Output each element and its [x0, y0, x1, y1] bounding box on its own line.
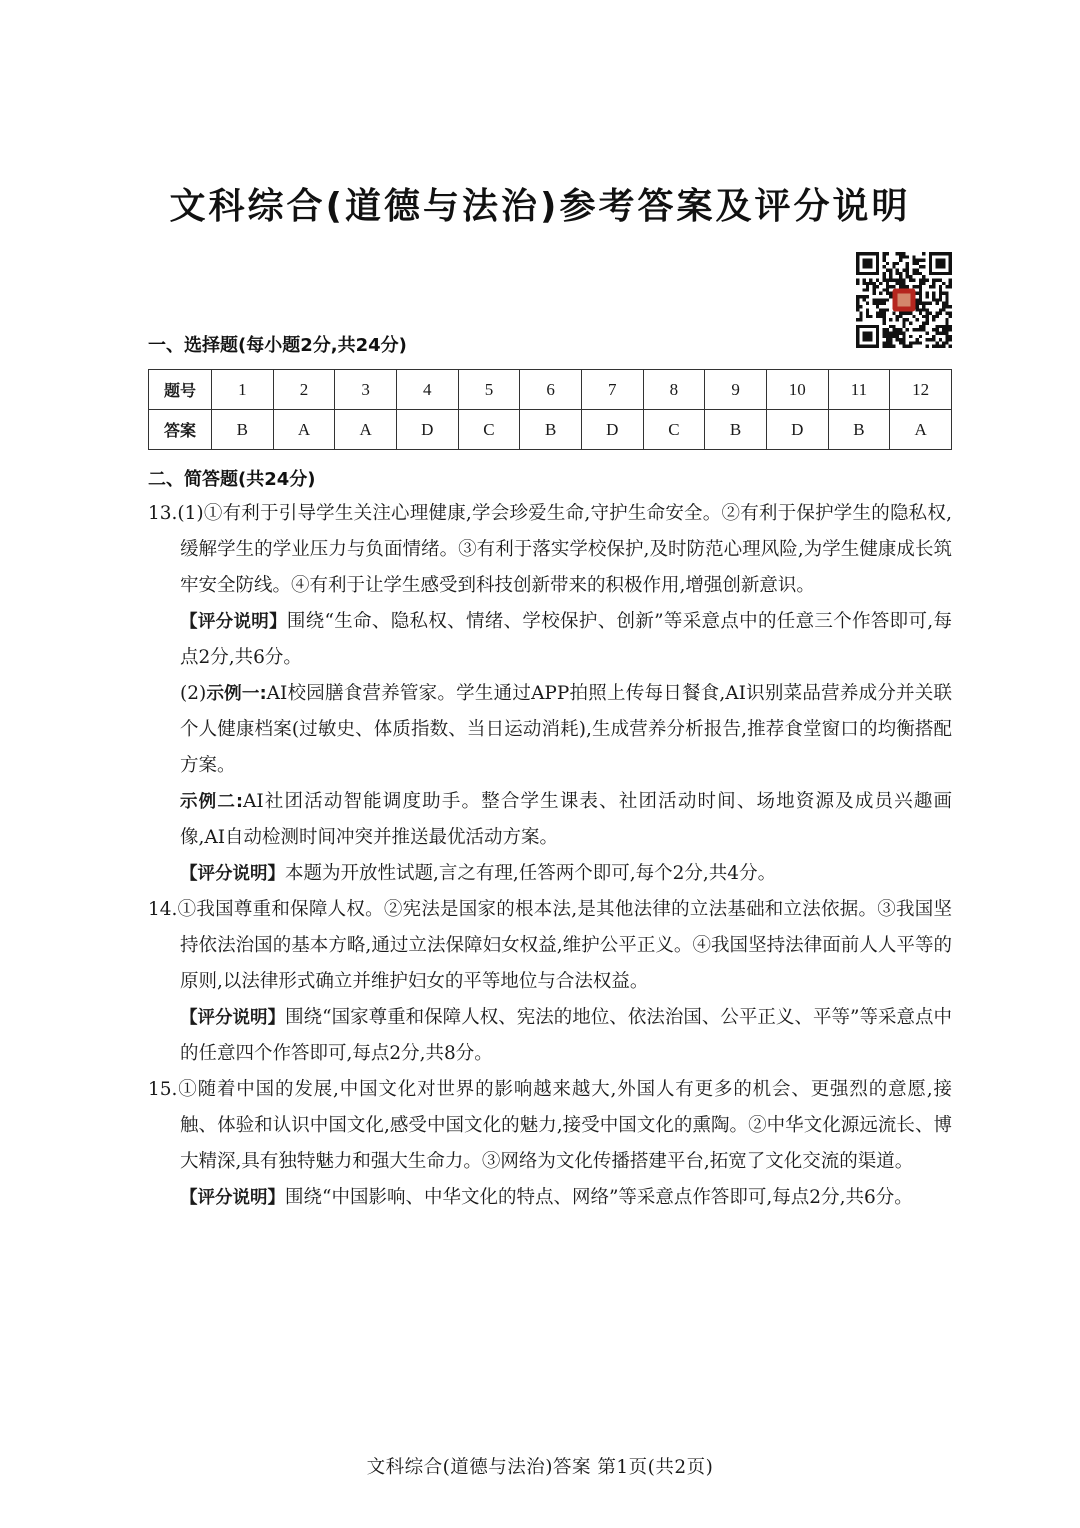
q13-example1-text: AI校园膳食营养管家。学生通过APP拍照上传每日餐食,AI识别菜品营养成分并关联个人健康档案(过敏史、体质指数、当日运动消耗),生成营养分析报告,推荐食堂窗口的均衡搭配方案。 [180, 683, 953, 776]
row-header-answer: 答案 [149, 410, 212, 450]
q15-note-text: 围绕“中国影响、中华文化的特点、网络”等采意点作答即可,每点2分,共6分。 [285, 1187, 913, 1208]
answer-cell: D [766, 410, 828, 450]
q14-answer-text: ①我国尊重和保障人权。②宪法是国家的根本法,是其他法律的立法基础和立法依据。③我国坚持依法治国的基本方略,通过立法保障妇女权益,维护公平正义。④我国坚持法律面前人人平等的原则,以法律形式确立并维护妇女的平等地位与合法权益。 [177, 899, 952, 992]
answer-cell: D [581, 410, 643, 450]
q13-note1-text: 围绕“生命、隐私权、情绪、学校保护、创新”等采意点中的任意三个作答即可,每点2分,共6分。 [180, 611, 952, 668]
answer-cell: B [212, 410, 274, 450]
answer-cell: B [520, 410, 582, 450]
q13-note1-label: 【评分说明】 [180, 612, 287, 632]
q15-answer [148, 1072, 952, 1180]
answer-cell: B [828, 410, 890, 450]
q15-number: 15. [148, 1079, 178, 1100]
row-header-number: 题号 [149, 370, 212, 410]
question-number-cell: 10 [766, 370, 828, 410]
question-number-cell: 2 [273, 370, 335, 410]
answer-cell: C [643, 410, 705, 450]
page-title: 文科综合(道德与法治)参考答案及评分说明 [169, 186, 911, 227]
question-number-cell: 3 [335, 370, 397, 410]
page-footer: 文科综合(道德与法治)答案 第1页(共2页) [366, 1457, 714, 1478]
answer-body [148, 496, 952, 1216]
q13-part1-text: (1)①有利于引导学生关注心理健康,学会珍爱生命,守护生命安全。②有利于保护学生的隐私权,缓解学生的学业压力与负面情绪。③有利于落实学校保护,及时防范心理风险,为学生健康成长筑牢安全防线。④有利于让学生感受到科技创新带来的积极作用,增强创新意识。 [177, 503, 952, 596]
q14-note [148, 1000, 952, 1072]
q13-note2 [148, 856, 952, 892]
question-number-cell: 6 [520, 370, 582, 410]
q13-example1-label: 示例一: [206, 684, 267, 704]
question-number-cell: 12 [890, 370, 952, 410]
table-row-answers [149, 410, 952, 450]
q13-example1 [148, 676, 952, 784]
q14-note-text: 围绕“国家尊重和保障人权、宪法的地位、依法治国、公平正义、平等”等采意点中的任意四个作答即可,每点2分,共8分。 [180, 1007, 953, 1064]
question-number-cell: 7 [581, 370, 643, 410]
question-number-cell: 8 [643, 370, 705, 410]
q14-note-label: 【评分说明】 [180, 1008, 286, 1028]
question-number-cell: 9 [705, 370, 767, 410]
answer-cell: A [273, 410, 335, 450]
table-row-numbers [149, 370, 952, 410]
q13-example2 [148, 784, 952, 856]
answer-cell: D [396, 410, 458, 450]
answer-table [148, 369, 952, 450]
q15-note-label: 【评分说明】 [180, 1188, 285, 1208]
section-choice-heading: 一、选择题(每小题2分,共24分) [148, 335, 407, 356]
q13-example2-label: 示例二: [180, 792, 243, 812]
answer-cell: A [335, 410, 397, 450]
section-short-answer-heading: 二、简答题(共24分) [148, 469, 316, 490]
q13-note1 [148, 604, 952, 676]
question-number-cell: 1 [212, 370, 274, 410]
answer-cell: A [890, 410, 952, 450]
q13-note2-label: 【评分说明】 [180, 864, 285, 884]
question-number-cell: 5 [458, 370, 520, 410]
q15-note [148, 1180, 952, 1216]
answer-cell: C [458, 410, 520, 450]
q13-part2-prefix: (2) [180, 683, 207, 704]
question-number-cell: 11 [828, 370, 890, 410]
q14-answer [148, 892, 952, 1000]
q14-number: 14. [148, 899, 178, 920]
q13-part1 [148, 496, 952, 604]
q13-example2-text: AI社团活动智能调度助手。整合学生课表、社团活动时间、场地资源及成员兴趣画像,AI自动检测时间冲突并推送最优活动方案。 [180, 791, 952, 848]
answer-cell: B [705, 410, 767, 450]
q15-answer-text: ①随着中国的发展,中国文化对世界的影响越来越大,外国人有更多的机会、更强烈的意愿,接触、体验和认识中国文化,感受中国文化的魅力,接受中国文化的熏陶。②中华文化源远流长、博大精深,具有独特魅力和强大生命力。③网络为文化传播搭建平台,拓宽了文化交流的渠道。 [177, 1079, 952, 1172]
question-number-cell: 4 [396, 370, 458, 410]
qr-code-icon [856, 252, 952, 348]
q13-number: 13. [148, 503, 178, 524]
q13-note2-text: 本题为开放性试题,言之有理,任答两个即可,每个2分,共4分。 [285, 863, 777, 884]
